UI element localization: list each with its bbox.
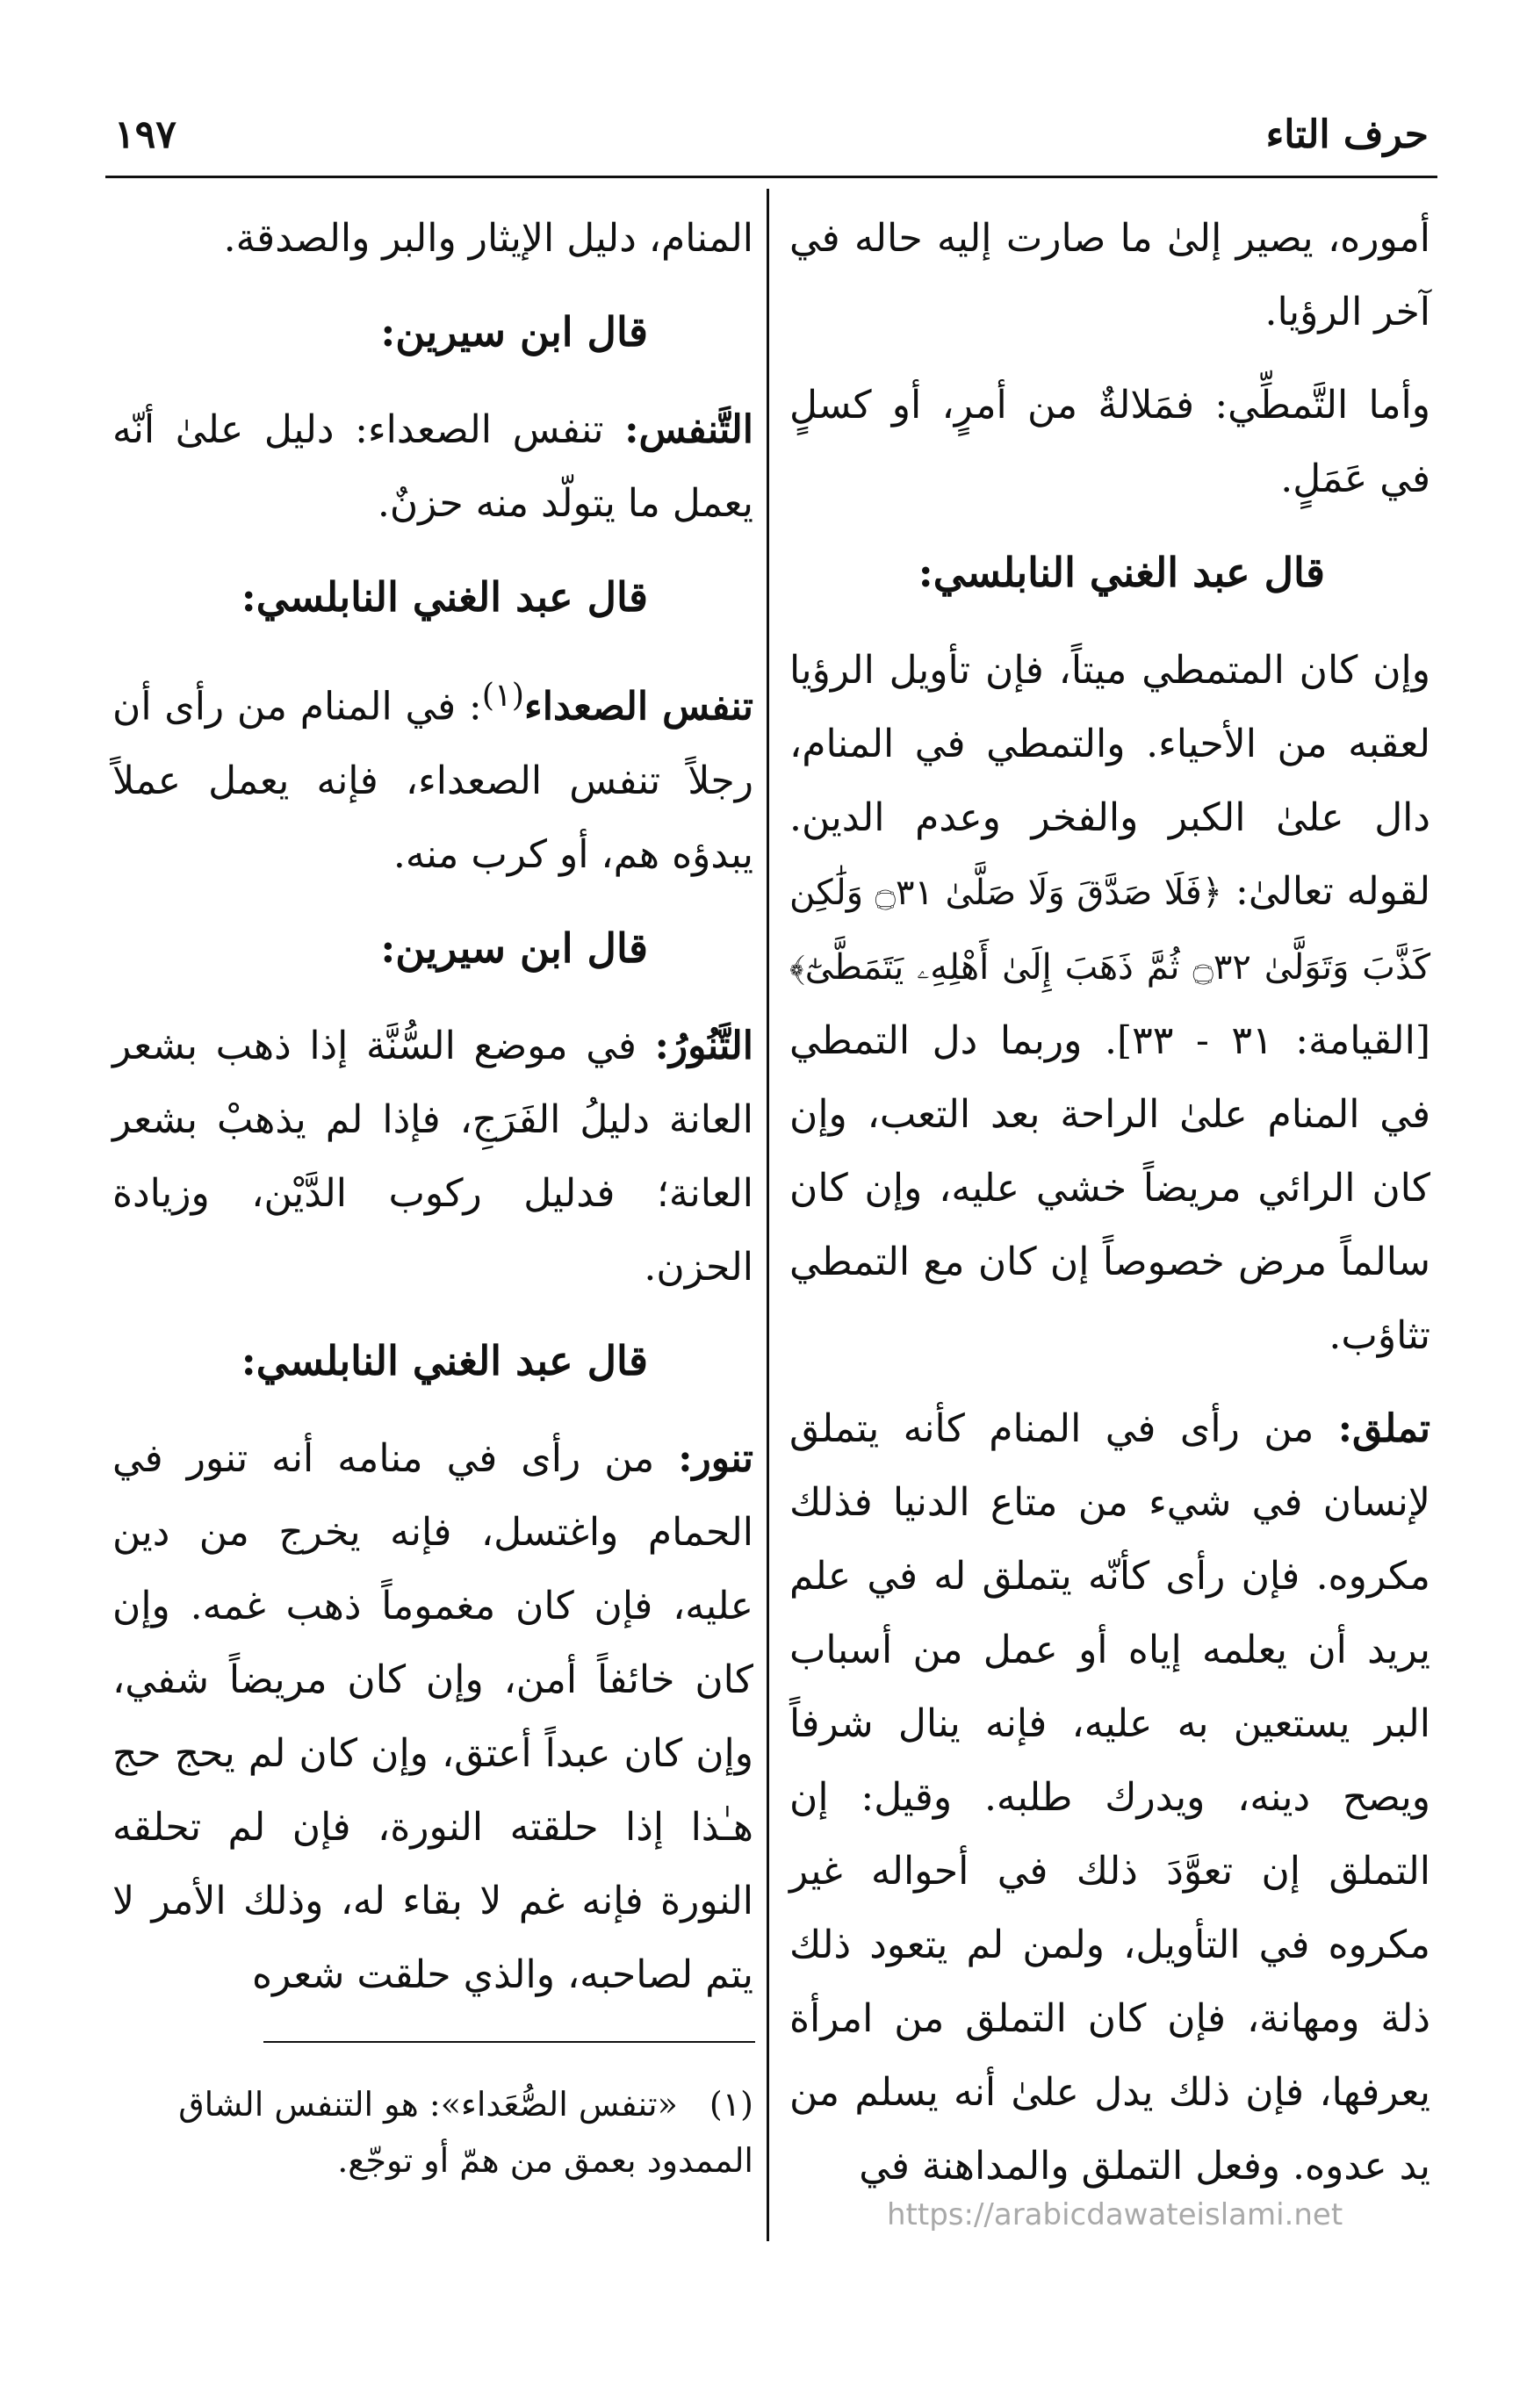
entry-text: من رأى في المنام كأنه يتملق لإنسان في شيء من متاع الدنيا فذلك مكروه. فإن رأى كأنّه يتملق له في علم يريد أن يعلمه إياه أو عمل من أسباب البر يستعين به عليه، فإنه ينال شرفاً ويصح دينه، ويدرك طلبه. وقيل: إن التملق إن تعوَّدَ ذلك في أحواله غير مكروه في التأويل، ولمن لم يتعود ذلك ذلة ومهانة، فإن كان التملق من امرأة يعرفها، فإن ذلك يدل علىٰ أنه يسلم من يد عدوه. وفعل التملق والمداهنة في [789, 1406, 1430, 2189]
entry-text: تنفس الصعداء: دليل علىٰ أنّه يعمل ما يتولّد منه حزنٌ. [112, 407, 753, 526]
right-column [789, 202, 1430, 2223]
entry-text: في موضع السُّنَّة إذا ذهب بشعر العانة دليلُ الفَرَجِ، فإذا لم يذهبْ بشعر العانة؛ فدليل ركوب الدَّيْن، وزيادة الحزن. [112, 1023, 753, 1290]
entry-text: من رأى في منامه أنه تنور في الحمام واغتسل، فإنه يخرج من دين عليه، فإن كان مغموماً ذهب غمه. وإن كان خائفاً أمن، وإن كان مريضاً شفي، وإن كان عبداً أعتق، وإن كان لم يحج حج هـٰذا إذا حلقته النورة، فإن لم تحلقه النورة فإنه غم لا بقاء له، وذلك الأمر لا يتم لصاحبه، والذي حلقت شعره [112, 1435, 753, 1997]
footnote [112, 2076, 753, 2189]
paragraph: المنام، دليل الإيثار والبر والصدقة. [223, 216, 753, 261]
quran-reference: [القيامة: ٣١ - ٣٣]. [1104, 1018, 1430, 1063]
paragraph [112, 658, 753, 892]
paragraph [112, 393, 753, 541]
column-divider [767, 189, 769, 2241]
paragraph [789, 634, 1430, 1373]
entry-text: : في المنام من رأى أن رجلاً تنفس الصعداء، فإنه يعمل عملاً يبدؤه هم، أو كرب منه. [112, 684, 753, 877]
page-header [114, 104, 1429, 165]
paragraph: أموره، يصير إلىٰ ما صارت إليه حاله في آخر الرؤيا. [789, 216, 1430, 334]
footnote-text: «تنفس الصُّعَداء»: هو التنفس الشاق الممدود بعمق من همّ أو توجّع. [178, 2085, 753, 2180]
section-heading: قال عبد الغني النابلسي: [241, 573, 648, 621]
watermark-url: https://arabicdawateislami.net [887, 2197, 1343, 2232]
paragraph [112, 1422, 753, 2012]
footnote-number: (١) [709, 2085, 753, 2124]
entry-keyword: التَّنفس: [624, 407, 753, 452]
chapter-title: حرف التاء [1265, 111, 1429, 157]
section-heading: قال عبد الغني النابلسي: [918, 549, 1325, 596]
entry-keyword: التَّنُورُ: [654, 1023, 753, 1068]
paragraph [789, 1392, 1430, 2203]
header-rule [105, 176, 1437, 178]
paragraph [112, 1010, 753, 1305]
entry-keyword: تملق: [1337, 1406, 1430, 1451]
section-heading: قال ابن سيرين: [380, 308, 648, 356]
footnote-rule [263, 2041, 755, 2043]
entry-keyword: تنور: [678, 1435, 753, 1481]
left-column [112, 202, 753, 2031]
entry-keyword: تنفس الصعداء [524, 684, 754, 730]
footnote-marker[interactable]: (١) [481, 676, 525, 714]
paragraph-lead: وإن كان المتمطي ميتاً، فإن تأويل الرؤيا لعقبه من الأحياء. والتمطي في المنام، دال علىٰ الكبر والفخر وعدم الدين. لقوله تعالىٰ: [789, 648, 1430, 914]
paragraph-tail: وربما دل التمطي في المنام علىٰ الراحة بعد التعب، وإن كان الرائي مريضاً خشي عليه، وإن كان سالماً مرض خصوصاً إن كان مع التمطي تثاؤب. [789, 1018, 1430, 1358]
section-heading: قال ابن سيرين: [380, 924, 648, 972]
quran-verse: ﴿فَلَا صَدَّقَ وَلَا صَلَّىٰ ۝٣١ وَلَٰكِن كَذَّبَ وَتَوَلَّىٰ ۝٣٢ ثُمَّ ذَهَبَ إِلَىٰ أَهْلِهِۦ يَتَمَطَّىٰٓ﴾ [789, 873, 1431, 988]
page-number: ١٩٧ [114, 111, 176, 157]
section-heading: قال عبد الغني النابلسي: [241, 1336, 648, 1384]
paragraph: وأما التَّمطِّي: فمَلالةٌ من أمرٍ، أو كسلٍ في عَمَلٍ. [789, 383, 1430, 501]
